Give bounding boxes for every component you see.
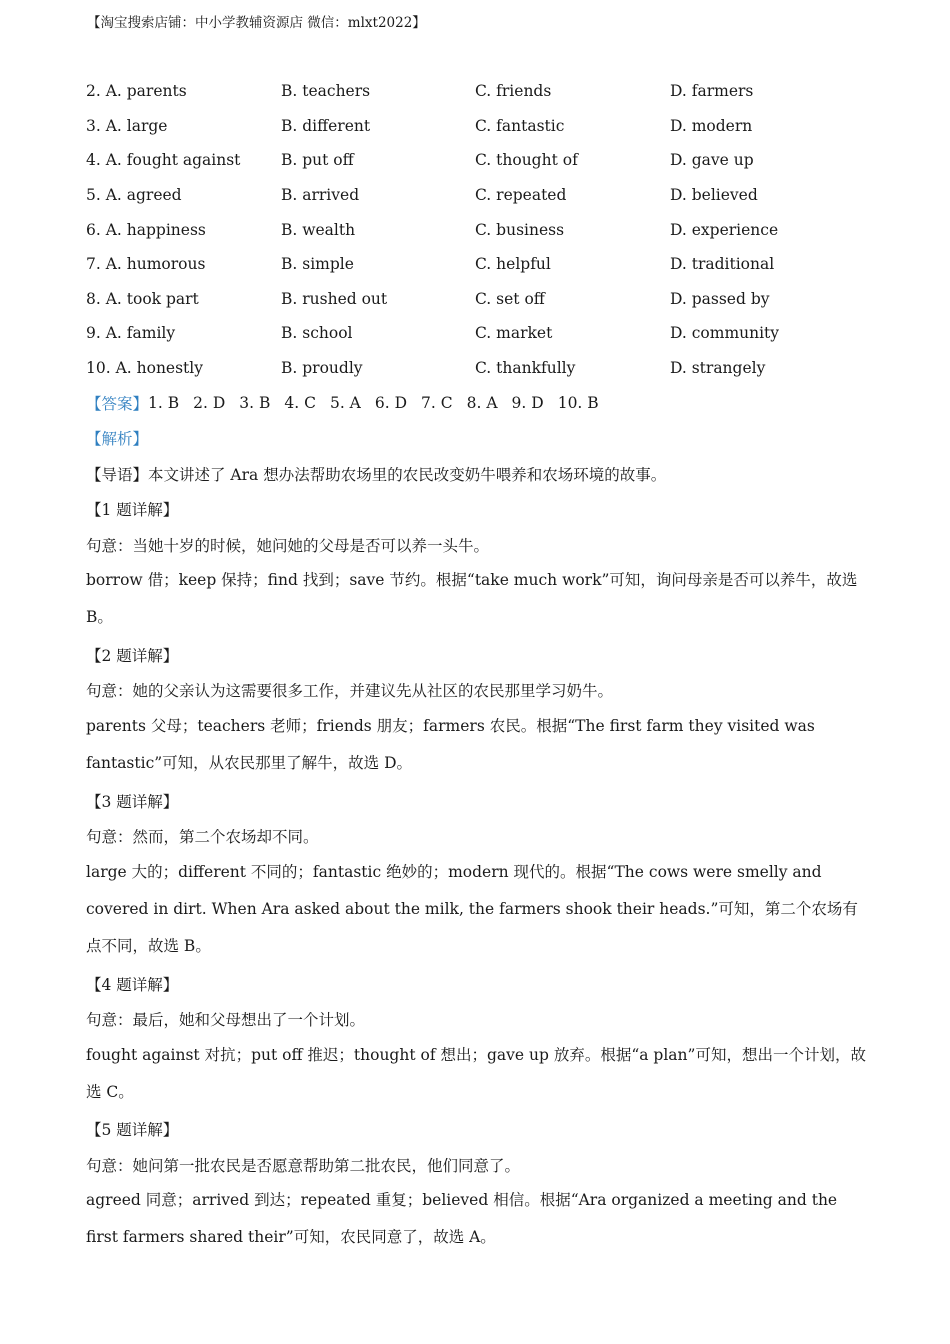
option-row [86,316,870,351]
analysis-label: 【解析】 [86,430,149,449]
option-c: C. set off [475,289,545,308]
option-c: C. market [475,324,553,343]
options-table [86,74,870,385]
detail-title: 【5 题详解】 [86,1121,179,1140]
option-row [86,178,870,213]
detail-title: 【4 题详解】 [86,975,179,994]
option-d: D. experience [670,220,779,239]
intro-paragraph: 【导语】本文讲述了 Ara 想办法帮助农场里的农民改变奶牛喂养和农场环境的故事。 [86,465,667,484]
answer-item: 1. B [148,394,180,413]
option-c: C. fantastic [475,116,565,135]
option-a: 2. A. parents [86,82,187,101]
option-b: B. wealth [281,220,356,239]
option-b: B. different [281,116,371,135]
option-row [86,143,870,178]
option-d: D. community [670,324,780,343]
detail-section [86,783,870,966]
option-a: 6. A. happiness [86,220,206,239]
answer-item: 8. A [466,394,498,413]
explanation: agreed 同意；arrived 到达；repeated 重复；believed 相信。根据“Ara organized a meeting and the first farmers shared their”可知，农民同意了，故选 A。 [86,1191,838,1247]
option-b: B. rushed out [281,289,388,308]
answer-label: 【答案】 [86,395,149,414]
option-d: D. strangely [670,359,766,378]
answer-item: 6. D [374,394,408,413]
option-d: D. traditional [670,255,775,274]
option-b: B. simple [281,255,354,274]
explanation: large 大的；different 不同的；fantastic 绝妙的；modern 现代的。根据“The cows were smelly and covered in dirt. When Ara asked about the milk, the farmers shook their heads.”可知，第二个农场有点不同，故选 B。 [86,862,858,955]
explanation: fought against 对抗；put off 推迟；thought of 想出；gave up 放弃。根据“a plan”可知，想出一个计划，故选 C。 [86,1045,866,1101]
page-header-watermark: 【淘宝搜索店铺：中小学教辅资源店 微信：mlxt2022】 [87,15,426,31]
option-b: B. put off [281,151,354,170]
explanation: borrow 借；keep 保持；find 找到；save 节约。根据“take much work”可知，询问母亲是否可以养牛，故选 B。 [86,571,858,627]
detail-section [86,637,870,783]
option-d: D. gave up [670,151,754,170]
option-a: 8. A. took part [86,289,199,308]
option-a: 7. A. humorous [86,255,206,274]
option-a: 3. A. large [86,116,168,135]
detail-section [86,966,870,1112]
option-c: C. friends [475,82,552,101]
option-c: C. business [475,220,565,239]
explanation: parents 父母；teachers 老师；friends 朋友；farmers 农民。根据“The first farm they visited was fantastic”可知，从农民那里了解牛，故选 D。 [86,717,815,773]
answer-item: 3. B [239,394,271,413]
answer-item: 2. D [193,394,226,413]
answer-item: 9. D [511,394,544,413]
sentence-meaning: 句意：最后，她和父母想出了一个计划。 [86,1010,366,1029]
sentence-meaning: 句意：当她十岁的时候，她问她的父母是否可以养一头牛。 [86,536,490,555]
answer-item: 4. C [284,394,316,413]
option-d: D. passed by [670,289,770,308]
option-row [86,282,870,317]
detail-title: 【3 题详解】 [86,792,179,811]
option-a: 5. A. agreed [86,186,182,205]
sentence-meaning: 句意：她问第一批农民是否愿意帮助第二批农民，他们同意了。 [86,1156,521,1175]
answer-line [86,385,870,420]
sentence-meaning: 句意：然而，第二个农场却不同。 [86,828,319,847]
option-row [86,109,870,144]
option-b: B. arrived [281,186,360,205]
option-c: C. repeated [475,186,567,205]
option-d: D. farmers [670,82,754,101]
option-row [86,351,870,386]
option-row [86,74,870,109]
option-a: 4. A. fought against [86,151,241,170]
option-d: D. modern [670,116,753,135]
detail-section [86,492,870,638]
document-body [86,74,870,1257]
option-b: B. teachers [281,82,371,101]
option-c: C. helpful [475,255,551,274]
option-b: B. proudly [281,359,363,378]
answer-item: 10. B [557,394,599,413]
option-d: D. believed [670,186,758,205]
option-a: 9. A. family [86,324,176,343]
option-row [86,247,870,282]
detail-title: 【1 题详解】 [86,501,179,520]
option-b: B. school [281,324,353,343]
answer-item: 5. A [329,394,361,413]
answer-item: 7. C [421,394,453,413]
option-c: C. thought of [475,151,578,170]
detail-section [86,1112,870,1258]
option-a: 10. A. honestly [86,359,203,378]
option-c: C. thankfully [475,359,576,378]
sentence-meaning: 句意：她的父亲认为这需要很多工作，并建议先从社区的农民那里学习奶牛。 [86,682,614,701]
option-row [86,212,870,247]
detail-title: 【2 题详解】 [86,646,179,665]
